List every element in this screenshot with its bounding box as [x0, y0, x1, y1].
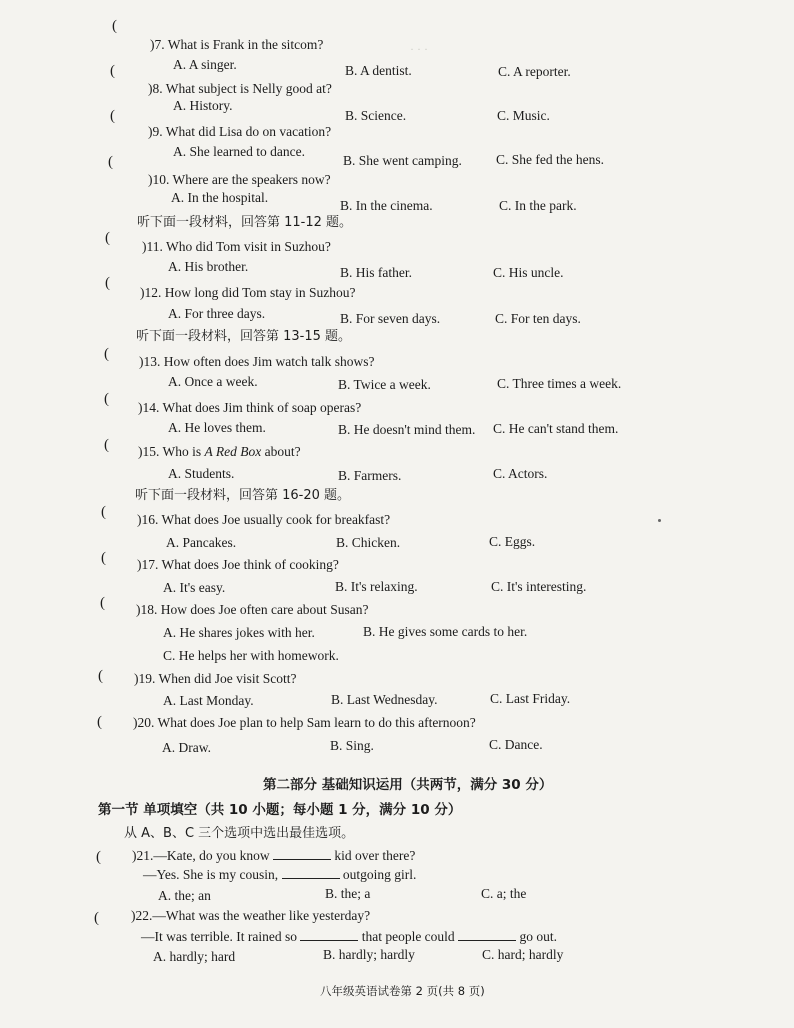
q17-option-c[interactable]: C. It's interesting.	[491, 579, 587, 594]
question-15-text: )15. Who is	[138, 444, 205, 459]
q16-option-c[interactable]: C. Eggs.	[489, 534, 536, 549]
answer-paren[interactable]: (	[105, 275, 110, 291]
question-22-reply-text: —It was terrible. It rained so	[141, 929, 301, 944]
answer-paren[interactable]: (	[110, 108, 115, 124]
q7-option-c[interactable]: C. A reporter.	[498, 64, 571, 79]
q16-option-b[interactable]: B. Chicken.	[336, 535, 401, 550]
answer-paren[interactable]: (	[96, 849, 101, 865]
question-16: )16. What does Joe usually cook for breakfast?	[137, 512, 391, 527]
listening-instruction-13-15: 听下面一段材料，回答第 13-15 题。	[136, 329, 352, 344]
q11-option-b[interactable]: B. His father.	[340, 265, 412, 280]
q10-option-b[interactable]: B. In the cinema.	[340, 198, 433, 213]
q17-option-a[interactable]: A. It's easy.	[163, 580, 226, 595]
q21-option-b[interactable]: B. the; a	[325, 886, 371, 901]
q20-option-c[interactable]: C. Dance.	[489, 737, 543, 752]
answer-paren[interactable]: (	[104, 437, 109, 453]
q7-option-a[interactable]: A. A singer.	[173, 57, 237, 72]
listening-instruction-16-20: 听下面一段材料，回答第 16-20 题。	[135, 488, 351, 503]
q22-option-b[interactable]: B. hardly; hardly	[323, 947, 415, 962]
q13-option-a[interactable]: A. Once a week.	[168, 374, 258, 389]
bleed-through-text: · · ·	[410, 42, 428, 56]
answer-paren[interactable]: (	[98, 668, 103, 684]
q15-option-a[interactable]: A. Students.	[168, 466, 235, 481]
section-one-instruction: 从 A、B、C 三个选项中选出最佳选项。	[124, 826, 355, 841]
q14-option-a[interactable]: A. He loves them.	[168, 420, 266, 435]
question-15	[138, 443, 301, 461]
q11-option-c[interactable]: C. His uncle.	[493, 265, 564, 280]
question-22-reply-mid: that people could	[358, 929, 459, 944]
blank-field[interactable]	[458, 928, 516, 941]
q9-option-c[interactable]: C. She fed the hens.	[496, 152, 604, 167]
q18-option-b[interactable]: B. He gives some cards to her.	[363, 624, 528, 639]
answer-paren[interactable]: (	[101, 504, 106, 520]
q9-option-b[interactable]: B. She went camping.	[343, 153, 462, 168]
q18-option-a[interactable]: A. He shares jokes with her.	[163, 625, 315, 640]
answer-paren[interactable]: (	[104, 346, 109, 362]
q11-option-a[interactable]: A. His brother.	[168, 259, 249, 274]
section-one-title: 第一节 单项填空（共 10 小题；每小题 1 分，满分 10 分）	[98, 802, 462, 818]
speck	[658, 519, 661, 522]
question-21-reply	[143, 866, 416, 884]
question-21-reply-text: —Yes. She is my cousin,	[143, 867, 282, 882]
q19-option-a[interactable]: A. Last Monday.	[163, 693, 254, 708]
question-12: )12. How long did Tom stay in Suzhou?	[140, 285, 356, 300]
question-21	[132, 847, 415, 865]
blank-field[interactable]	[300, 928, 358, 941]
answer-paren[interactable]: (	[97, 714, 102, 730]
q21-option-c[interactable]: C. a; the	[481, 886, 527, 901]
answer-paren[interactable]: (	[94, 910, 99, 926]
q16-option-a[interactable]: A. Pancakes.	[166, 535, 237, 550]
q22-option-c[interactable]: C. hard; hardly	[482, 947, 564, 962]
q12-option-a[interactable]: A. For three days.	[168, 306, 266, 321]
answer-paren[interactable]: (	[104, 391, 109, 407]
title-a-red-box: A Red Box	[204, 444, 262, 459]
q12-option-b[interactable]: B. For seven days.	[340, 311, 441, 326]
question-9: )9. What did Lisa do on vacation?	[148, 124, 332, 139]
q14-option-b[interactable]: B. He doesn't mind them.	[338, 422, 476, 437]
blank-field[interactable]	[273, 847, 331, 860]
q7-option-b[interactable]: B. A dentist.	[345, 63, 412, 78]
q22-option-a[interactable]: A. hardly; hard	[153, 949, 236, 964]
question-21-text-end: kid over there?	[330, 848, 416, 863]
q8-option-c[interactable]: C. Music.	[497, 108, 550, 123]
answer-paren[interactable]: (	[108, 154, 113, 170]
question-22-reply	[141, 928, 557, 946]
q15-option-c[interactable]: C. Actors.	[493, 466, 548, 481]
q14-option-c[interactable]: C. He can't stand them.	[493, 421, 619, 436]
answer-paren[interactable]: (	[112, 18, 117, 34]
q19-option-c[interactable]: C. Last Friday.	[490, 691, 571, 706]
question-18: )18. How does Joe often care about Susan?	[136, 602, 369, 617]
question-21-text: )21.—Kate, do you know	[132, 848, 273, 863]
q10-option-c[interactable]: C. In the park.	[499, 198, 577, 213]
question-20: )20. What does Joe plan to help Sam learn to do this afternoon?	[133, 715, 476, 730]
question-13: )13. How often does Jim watch talk shows?	[139, 354, 375, 369]
q17-option-b[interactable]: B. It's relaxing.	[335, 579, 418, 594]
blank-field[interactable]	[282, 866, 340, 879]
q15-option-b[interactable]: B. Farmers.	[338, 468, 402, 483]
question-22: )22.—What was the weather like yesterday?	[131, 908, 371, 923]
q9-option-a[interactable]: A. She learned to dance.	[173, 144, 305, 159]
question-22-reply-end: go out.	[516, 929, 557, 944]
q8-option-b[interactable]: B. Science.	[345, 108, 407, 123]
q20-option-a[interactable]: A. Draw.	[162, 740, 211, 755]
question-7: )7. What is Frank in the sitcom?	[150, 37, 324, 52]
page-footer: 八年级英语试卷第 2 页(共 8 页)	[320, 984, 485, 998]
question-21-reply-end: outgoing girl.	[339, 867, 417, 882]
question-8: )8. What subject is Nelly good at?	[148, 81, 332, 96]
q13-option-c[interactable]: C. Three times a week.	[497, 376, 622, 391]
answer-paren[interactable]: (	[100, 595, 105, 611]
question-15-text-end: about?	[261, 444, 301, 459]
answer-paren[interactable]: (	[110, 63, 115, 79]
listening-instruction-11-12: 听下面一段材料，回答第 11-12 题。	[137, 215, 353, 230]
answer-paren[interactable]: (	[101, 550, 106, 566]
q8-option-a[interactable]: A. History.	[173, 98, 233, 113]
q20-option-b[interactable]: B. Sing.	[330, 738, 374, 753]
question-17: )17. What does Joe think of cooking?	[137, 557, 339, 572]
q18-option-c[interactable]: C. He helps her with homework.	[163, 648, 339, 663]
part-two-title: 第二部分 基础知识运用（共两节，满分 30 分）	[263, 777, 553, 793]
question-10: )10. Where are the speakers now?	[148, 172, 331, 187]
question-14: )14. What does Jim think of soap operas?	[138, 400, 362, 415]
answer-paren[interactable]: (	[105, 230, 110, 246]
question-19: )19. When did Joe visit Scott?	[134, 671, 297, 686]
q21-option-a[interactable]: A. the; an	[158, 888, 211, 903]
q12-option-c[interactable]: C. For ten days.	[495, 311, 581, 326]
q13-option-b[interactable]: B. Twice a week.	[338, 377, 431, 392]
question-11: )11. Who did Tom visit in Suzhou?	[142, 239, 331, 254]
q10-option-a[interactable]: A. In the hospital.	[171, 190, 269, 205]
q19-option-b[interactable]: B. Last Wednesday.	[331, 692, 438, 707]
